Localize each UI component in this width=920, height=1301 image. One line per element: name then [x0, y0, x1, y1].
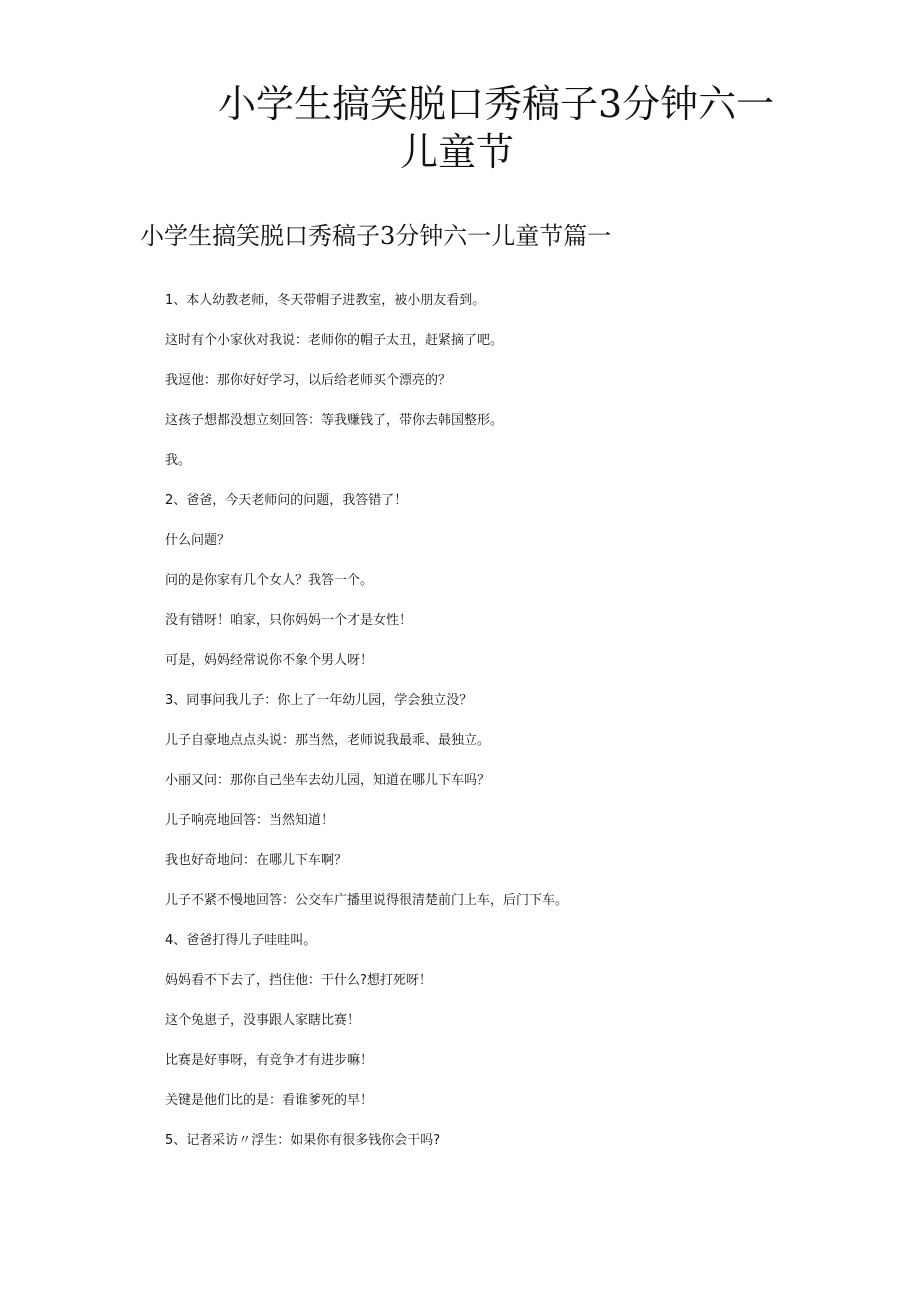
paragraph: 这时有个小家伙对我说：老师你的帽子太丑，赶紧摘了吧。	[165, 333, 504, 348]
paragraph: 1、本人幼教老师，冬天带帽子进教室，被小朋友看到。	[165, 293, 486, 308]
paragraph: 儿子响亮地回答：当然知道！	[165, 813, 335, 828]
document-title	[160, 80, 820, 176]
paragraph: 小丽又问：那你自己坐车去幼儿园，知道在哪儿下车吗？	[165, 773, 491, 788]
paragraph: 儿子不紧不慢地回答：公交车广播里说得很清楚前门上车，后门下车。	[165, 893, 569, 908]
paragraph: 比赛是好事呀，有竞争才有进步嘛！	[165, 1053, 374, 1068]
paragraph: 这孩子想都没想立刻回答：等我赚钱了，带你去韩国整形。	[165, 413, 504, 428]
paragraph: 这个兔崽子，没事跟人家瞎比赛！	[165, 1013, 361, 1028]
section-heading: 小学生搞笑脱口秀稿子3分钟六一儿童节篇一	[140, 222, 612, 250]
title-line-2: 儿童节	[400, 130, 515, 174]
paragraph: 2、爸爸，今天老师问的问题，我答错了！	[165, 493, 408, 508]
paragraph: 妈妈看不下去了，挡住他：干什么?想打死呀！	[165, 973, 432, 988]
paragraph: 3、同事问我儿子：你上了一年幼儿园，学会独立没？	[165, 693, 473, 708]
paragraph: 5、记者采访〃浮生：如果你有很多钱你会干吗?	[165, 1133, 441, 1148]
paragraph: 我逗他：那你好好学习，以后给老师买个漂亮的？	[165, 373, 452, 388]
paragraph: 没有错呀！咱家，只你妈妈一个才是女性！	[165, 613, 413, 628]
paragraph: 我也好奇地问：在哪儿下车啊？	[165, 853, 348, 868]
paragraph: 什么问题？	[165, 533, 231, 548]
paragraph: 关键是他们比的是：看谁爹死的早！	[165, 1093, 374, 1108]
paragraph: 可是，妈妈经常说你不象个男人呀！	[165, 653, 374, 668]
title-line-1: 小学生搞笑脱口秀稿子3分钟六一	[218, 82, 775, 126]
body-text	[165, 290, 805, 1170]
paragraph: 我。	[165, 453, 192, 468]
paragraph: 儿子自豪地点点头说：那当然，老师说我最乖、最独立。	[165, 733, 491, 748]
paragraph: 问的是你家有几个女人？我答一个。	[165, 573, 374, 588]
paragraph: 4、爸爸打得儿子哇哇叫。	[165, 933, 317, 948]
